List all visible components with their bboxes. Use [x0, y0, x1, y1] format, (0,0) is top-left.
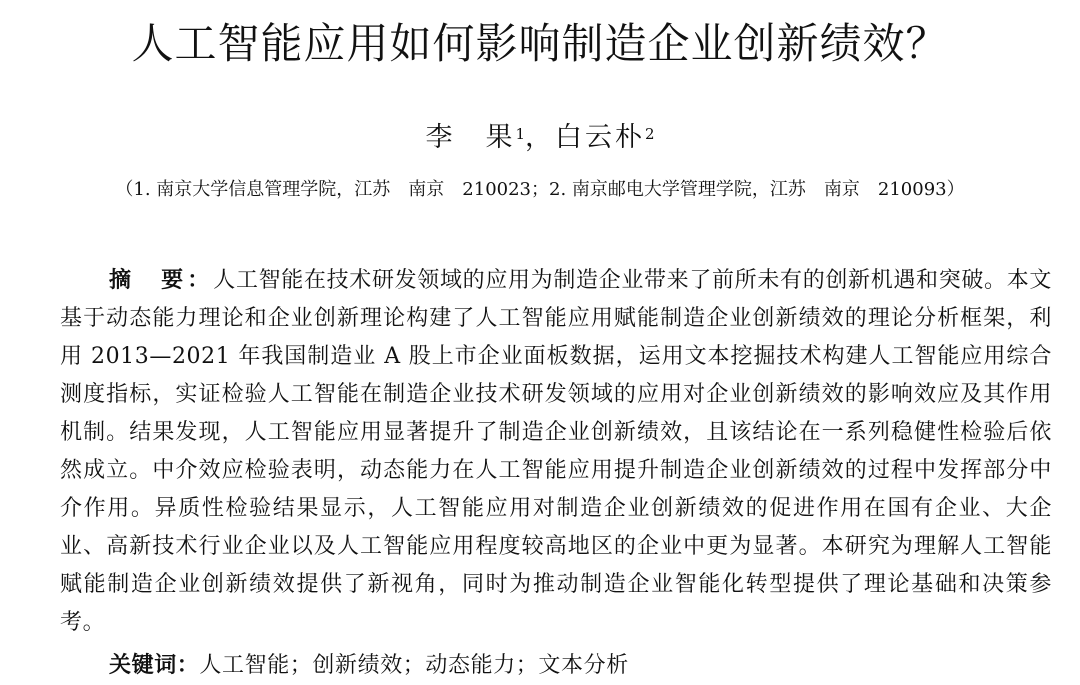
- paper-title: 人工智能应用如何影响制造企业创新绩效？: [131, 19, 949, 68]
- author-affiliation-mark: 2: [645, 125, 655, 143]
- abstract-label: 摘 要：: [109, 268, 214, 293]
- abstract-text: 人工智能在技术研发领域的应用为制造企业带来了前所未有的创新机遇和突破。本文基于动态能力理论和企业创新理论构建了人工智能应用赋能制造企业创新绩效的理论分析框架，利用 2013—2021 年我国制造业 A 股上市企业面板数据，运用文本挖掘技术构建人工智能应用综合测度指标，实证检验人工智能在制造企业技术研发领域的应用对企业创新绩效的影响效应及其作用机制。结果发现，人工智能应用显著提升了制造企业创新绩效，且该结论在一系列稳健性检验后依然成立。中介效应检验表明，动态能力在人工智能应用提升制造企业创新绩效的过程中发挥部分中介作用。异质性检验结果显示，人工智能应用对制造企业创新绩效的促进作用在国有企业、大企业、高新技术行业企业以及人工智能应用程度较高地区的企业中更为显著。本研究为理解人工智能赋能制造企业创新绩效提供了新视角，同时为推动制造企业智能化转型提供了理论基础和决策参考。: [60, 268, 1052, 635]
- author-line: [0, 118, 1080, 158]
- affiliations: （1. 南京大学信息管理学院，江苏 南京 210023；2. 南京邮电大学管理学院，江苏 南京 210093）: [115, 179, 965, 200]
- author-name: 李 果: [425, 122, 516, 153]
- author-separator: ，: [525, 122, 555, 153]
- abstract: [60, 262, 1052, 642]
- author-affiliation-mark: 1: [515, 125, 525, 143]
- keywords: [109, 647, 629, 685]
- keywords-text: 人工智能；创新绩效；动态能力；文本分析: [199, 653, 629, 678]
- keywords-label: 关键词：: [109, 653, 200, 678]
- author-name: 白云朴: [555, 122, 645, 153]
